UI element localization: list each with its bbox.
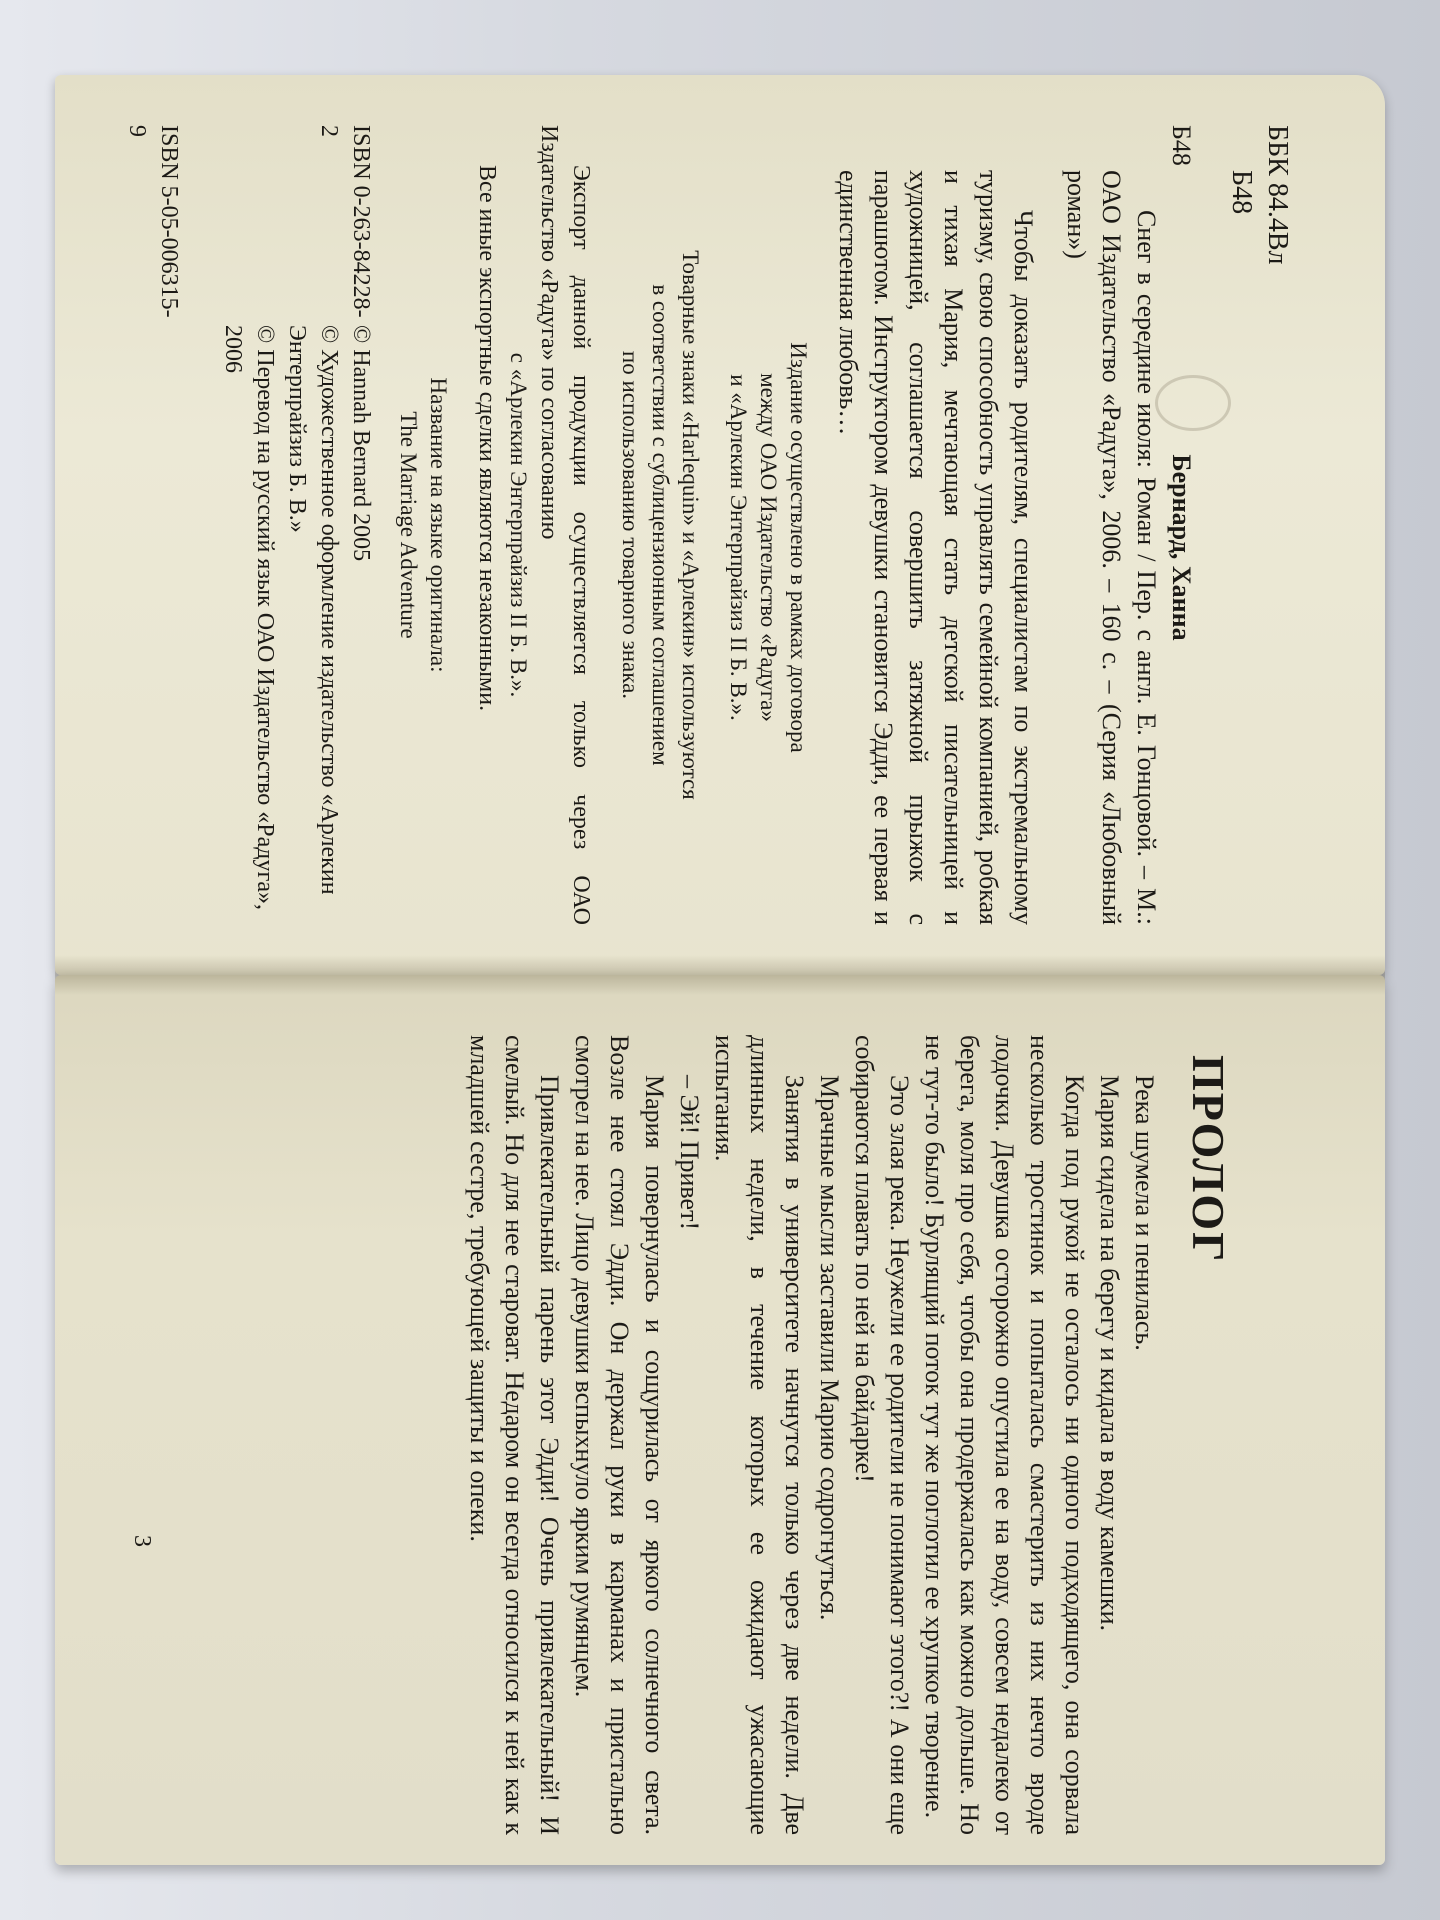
bibliographic-record <box>723 125 1199 925</box>
paragraph: Когда под рукой не осталось ни одного подходящего, она сорвала несколько тростинок и попыталась смастерить из них нечто вроде лодочки. Девушка осторожно опустила ее на воду, совсем недалеко от берега, моля про себя, чтобы она продержалась как можно дольше. Но не тут-то было! Бурлящий поток тут же поглотил ее хрупкое творение. <box>920 1035 1089 1835</box>
prologue-title: ПРОЛОГ <box>1183 1055 1234 1264</box>
trademark-line-3: по использованию товарного знака. <box>618 350 643 700</box>
imprint-page <box>55 75 1385 975</box>
isbn-russian: ISBN 5-05-006315-9 <box>124 125 182 318</box>
copyright-translation: © Перевод на русский язык ОАО Издательство «Радуга», 2006 <box>220 325 278 910</box>
prologue-page <box>55 975 1385 1865</box>
trademark-line-1: Товарные знаки «Harlequin» и «Арлекин» используются <box>678 250 703 800</box>
export-notice: Экспорт данной продукции осуществляется только через ОАО Издательство «Радуга» по согласованию <box>536 125 594 925</box>
prologue-text-frame <box>85 1035 1245 1835</box>
export-illegal-notice: Все иные экспортные сделки являются незаконными. <box>474 165 500 712</box>
edition-line-1: Издание осуществлено в рамках договора <box>786 342 811 753</box>
imprint-text-frame <box>115 125 1295 925</box>
bbk-author-code: Б48 <box>1226 170 1257 215</box>
trademark-line-2: в соответствии с сублицензионным соглашением <box>648 284 673 766</box>
dialogue-line: – Эй! Привет! <box>675 1075 704 1231</box>
paragraph: Привлекательный парень этот Эдди! Очень привлекательный! И смелый. Но для нее староват. Недаром он всегда относился к ней как к младшей сестре, требующей защиты и опеки. <box>465 1035 564 1835</box>
paragraph: Мария сидела на берегу и кидала в воду камешки. <box>1095 1075 1124 1632</box>
paragraph: Мария повернулась и сощурилась от яркого солнечного света. Возле нее стоял Эдди. Он держал руки в карманах и пристально смотрел на нее. Лицо девушки вспыхнуло ярким румянцем. <box>570 1035 669 1835</box>
paragraph: Река шумела и пенилась. <box>1130 1075 1159 1351</box>
original-title: The Marriage Adventure <box>396 411 421 639</box>
paragraph: Занятия в университете начнутся только через две недели. Две длинных недели, в течение которых ее ожидают ужасающие испытания. <box>710 1035 809 1835</box>
page-number: 3 <box>129 1535 155 1547</box>
bbk-code: ББК 84.4Вл <box>1262 125 1293 265</box>
isbn-original: ISBN 0-263-84228-2 <box>316 125 374 318</box>
copyright-author: © Hannah Bernard 2005 <box>348 325 374 562</box>
original-title-label: Название на языке оригинала: <box>426 377 451 673</box>
isbn-copyright-block <box>121 125 377 925</box>
bibliographic-description: Снег в середине июля: Роман / Пер. с англ. Е. Гонцовой. – М.: ОАО Издательство «Радуга», 2006. – 160 с. – (Серия «Любовный роман») <box>1062 170 1161 925</box>
export-notice-end: с «Арлекин Энтерпрайзиз II Б. В.». <box>506 352 531 698</box>
copyright-design: © Художественное оформление издательство «Арлекин Энтерпрайзиз Б. В.» <box>284 325 342 895</box>
open-book <box>55 75 1385 1865</box>
edition-line-2: между ОАО Издательство «Радуга» <box>756 373 781 722</box>
paragraph: Мрачные мысли заставили Марию содрогнуться. <box>815 1075 844 1621</box>
author-name: Бернард, Ханна <box>1167 454 1196 641</box>
annotation: Чтобы доказать родителям, специалистам по экстремальному туризму, свою способность управлять семейной компанией, робкая и тихая Мария, мечтающая стать детской писательницей и художницей, соглашается совершить затяжной прыжок с парашютом. Инструктором девушки становится Эдди, ее первая и единственная любовь… <box>834 170 1038 925</box>
edition-line-3: и «Арлекин Энтерпрайзиз II Б. В.». <box>726 374 751 721</box>
paragraph: Это злая река. Неужели ее родители не понимают этого?! А они еще собираются плавать по ней на байдарке! <box>850 1035 914 1835</box>
author-code: Б48 <box>1167 125 1196 166</box>
